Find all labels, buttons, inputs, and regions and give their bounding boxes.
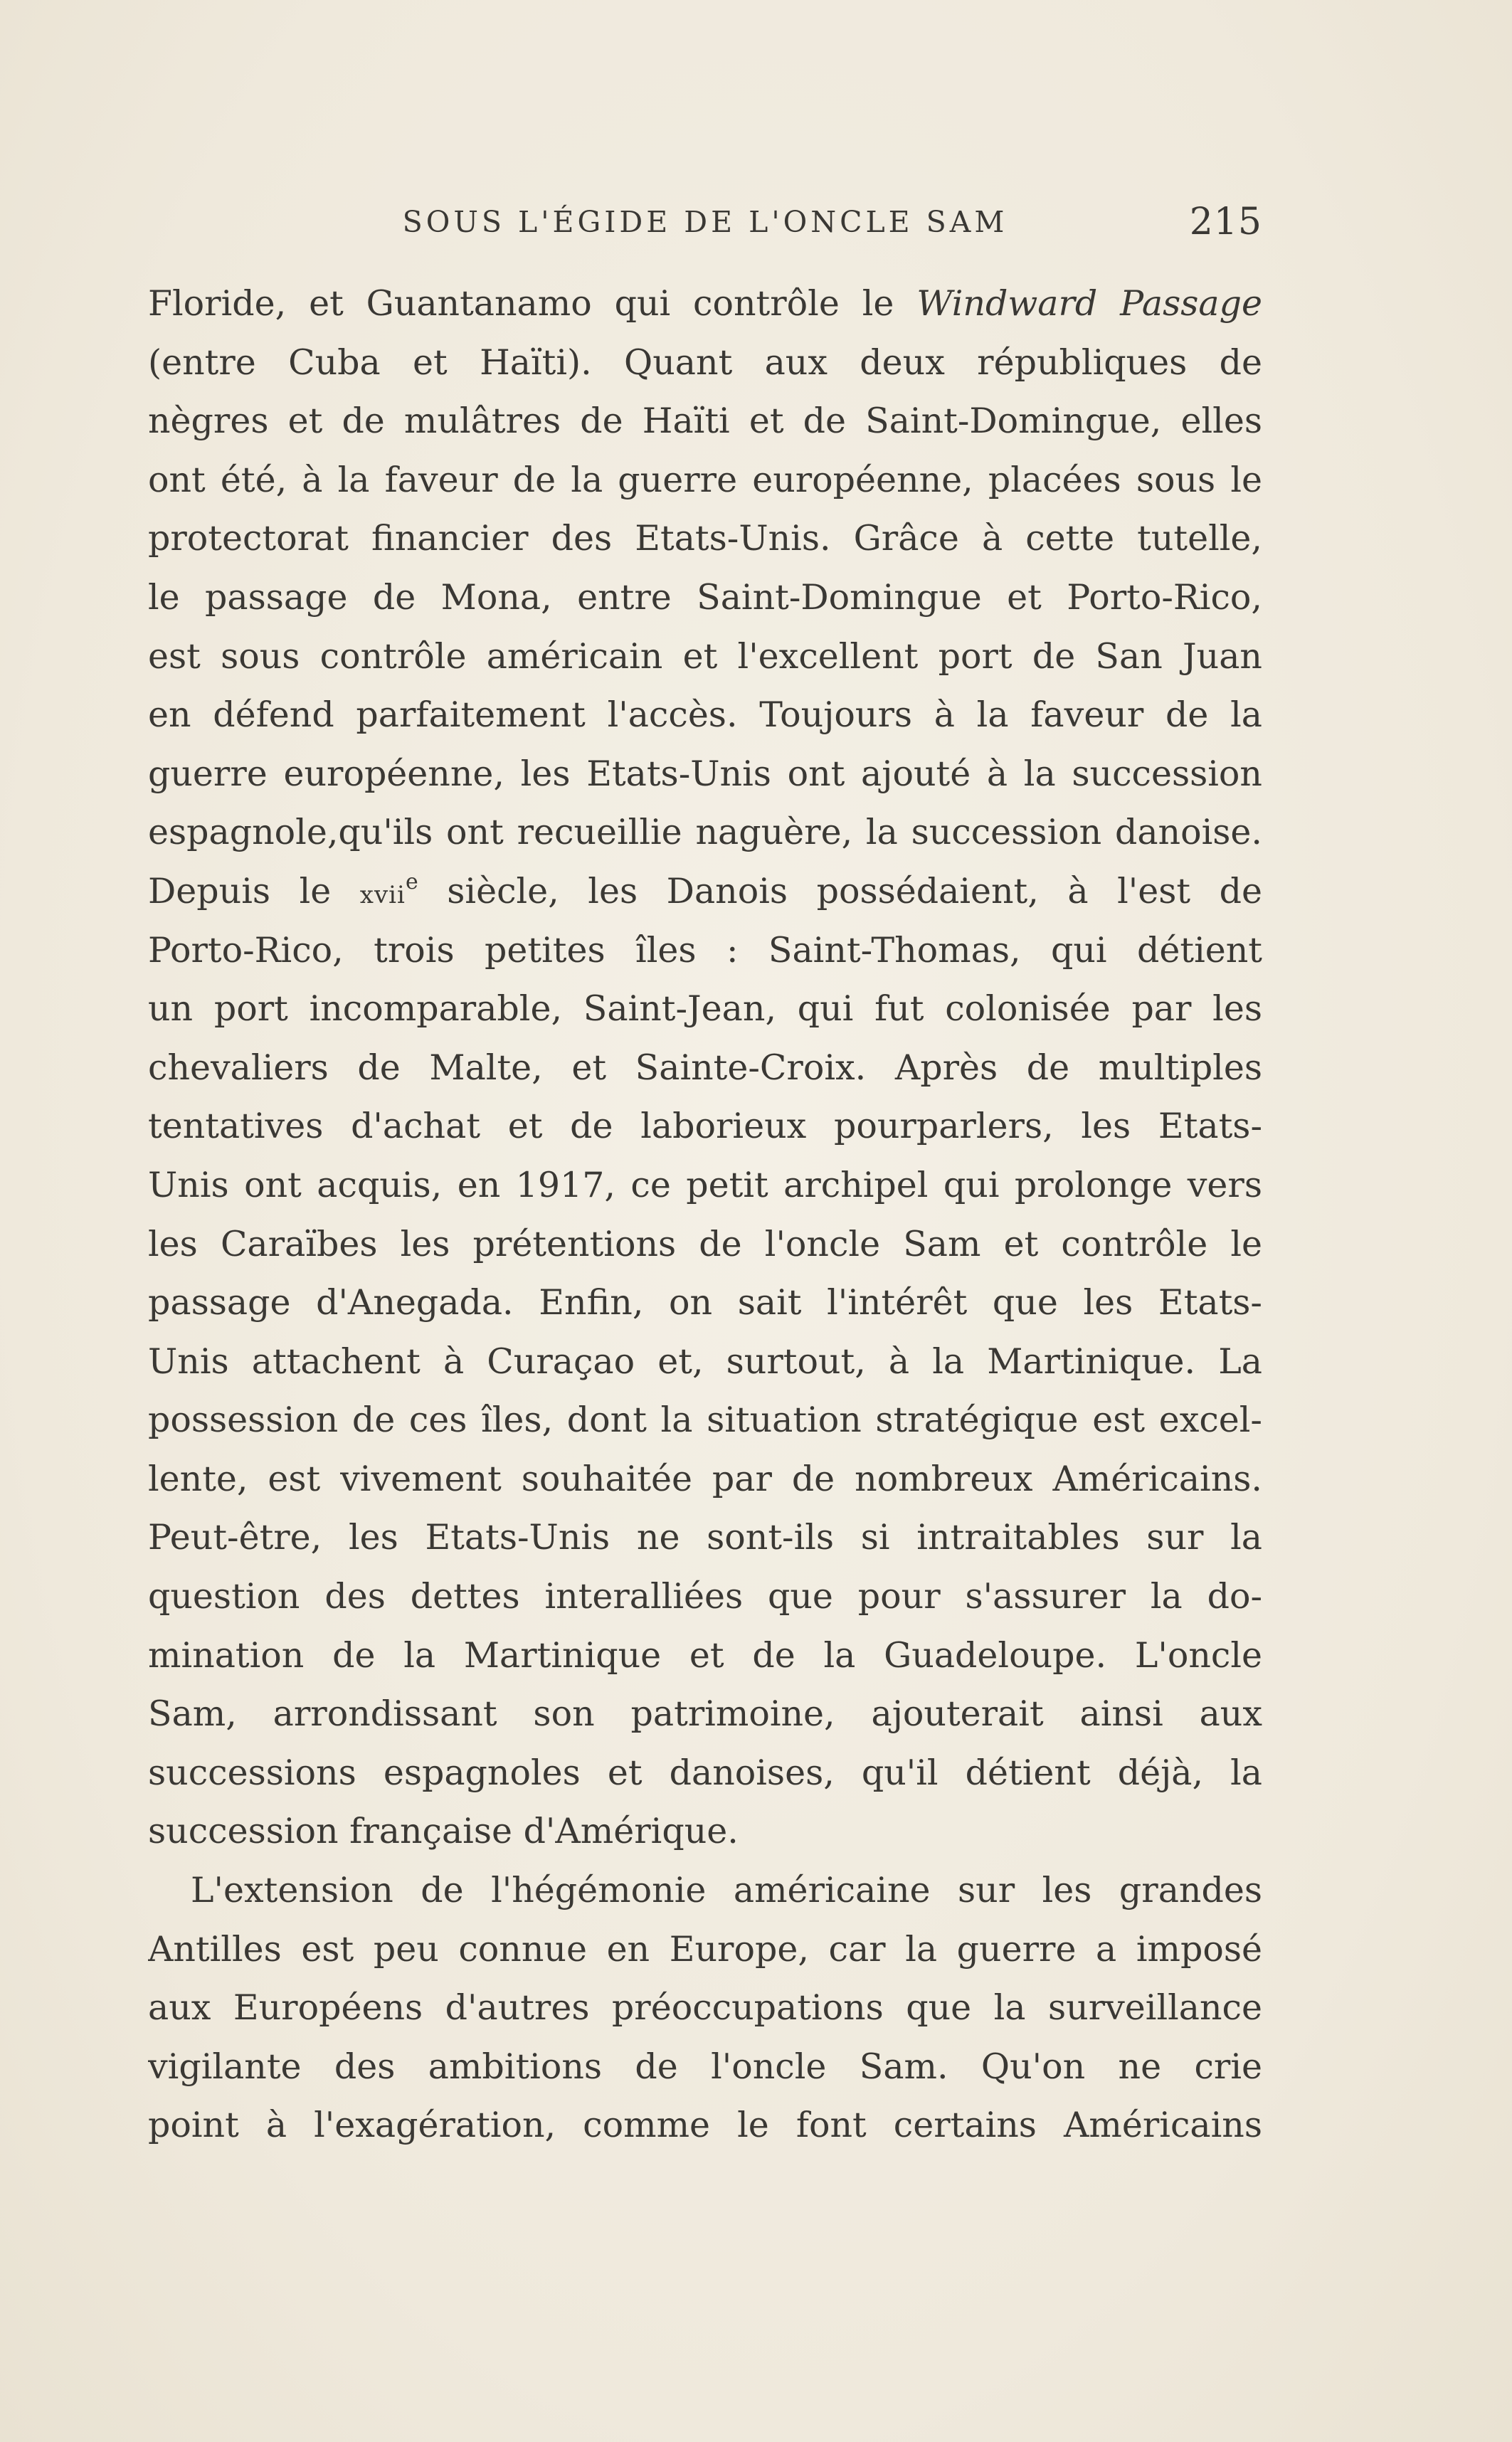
text-line: point à l'exagération, comme le font certains Américains [148, 2105, 1262, 2146]
running-title: SOUS L'ÉGIDE DE L'ONCLE SAM [402, 205, 1008, 239]
text-line: successions espagnoles et danoises, qu'il détient déjà, la [148, 1752, 1262, 1793]
text-line: vigilante des ambitions de l'oncle Sam. Qu'on ne crie [148, 2046, 1262, 2087]
text-line: Antilles est peu connue en Europe, car la guerre a imposé [148, 1928, 1262, 1970]
text-line: Peut-être, les Etats-Unis ne sont-ils si intraitables sur la [148, 1517, 1262, 1558]
text-line: question des dettes interalliées que pour s'assurer la do- [148, 1576, 1262, 1617]
text-line: nègres et de mulâtres de Haïti et de Saint-Domingue, elles [148, 401, 1262, 442]
page-number: 215 [1189, 201, 1262, 243]
text-line: Sam, arrondissant son patrimoine, ajouterait ainsi aux [148, 1693, 1262, 1735]
text-line: succession française d'Amérique. [148, 1811, 739, 1852]
text-line: chevaliers de Malte, et Sainte-Croix. Après de multiples [148, 1047, 1262, 1088]
paragraph [148, 275, 1262, 1861]
text-line: guerre européenne, les Etats-Unis ont ajouté à la succession [148, 753, 1262, 794]
paragraph [148, 1861, 1262, 2155]
text-line: Floride, et Guantanamo qui contrôle le Windward Passage [148, 283, 1262, 324]
text-line: un port incomparable, Saint-Jean, qui fut colonisée par les [148, 988, 1262, 1030]
text-line: tentatives d'achat et de laborieux pourparlers, les Etats- [148, 1106, 1262, 1147]
text-line: est sous contrôle américain et l'excellent port de San Juan [148, 635, 1262, 677]
text-line: lente, est vivement souhaitée par de nombreux Américains. [148, 1458, 1262, 1499]
text-line: Unis attachent à Curaçao et, surtout, à la Martinique. La [148, 1341, 1262, 1382]
running-head [148, 201, 1262, 258]
text-line: Depuis le xvii$^e$ siècle, les Danois possédaient, à l'est de [148, 869, 1262, 911]
body-text [148, 275, 1262, 2155]
text-line: L'extension de l'hégémonie américaine sur les grandes [191, 1870, 1262, 1911]
text-line: protectorat financier des Etats-Unis. Grâce à cette tutelle, [148, 518, 1262, 559]
text-line: les Caraïbes les prétentions de l'oncle Sam et contrôle le [148, 1223, 1262, 1264]
text-line: ont été, à la faveur de la guerre européenne, placées sous le [148, 459, 1262, 500]
text-line: Porto-Rico, trois petites îles : Saint-Thomas, qui détient [148, 929, 1262, 971]
text-line: Unis ont acquis, en 1917, ce petit archipel qui prolonge vers [148, 1164, 1262, 1205]
text-line: (entre Cuba et Haïti). Quant aux deux républiques de [148, 342, 1262, 383]
text-line: en défend parfaitement l'accès. Toujours à la faveur de la [148, 694, 1262, 736]
text-line: possession de ces îles, dont la situation stratégique est excel- [148, 1400, 1262, 1441]
text-line: le passage de Mona, entre Saint-Domingue et Porto-Rico, [148, 576, 1262, 618]
text-line: mination de la Martinique et de la Guadeloupe. L'oncle [148, 1634, 1262, 1676]
text-line: espagnole,qu'ils ont recueillie naguère, la succession danoise. [148, 812, 1262, 853]
text-line: aux Européens d'autres préoccupations que la surveillance [148, 1987, 1262, 2029]
text-line: passage d'Anegada. Enfin, on sait l'intérêt que les Etats- [148, 1282, 1262, 1323]
